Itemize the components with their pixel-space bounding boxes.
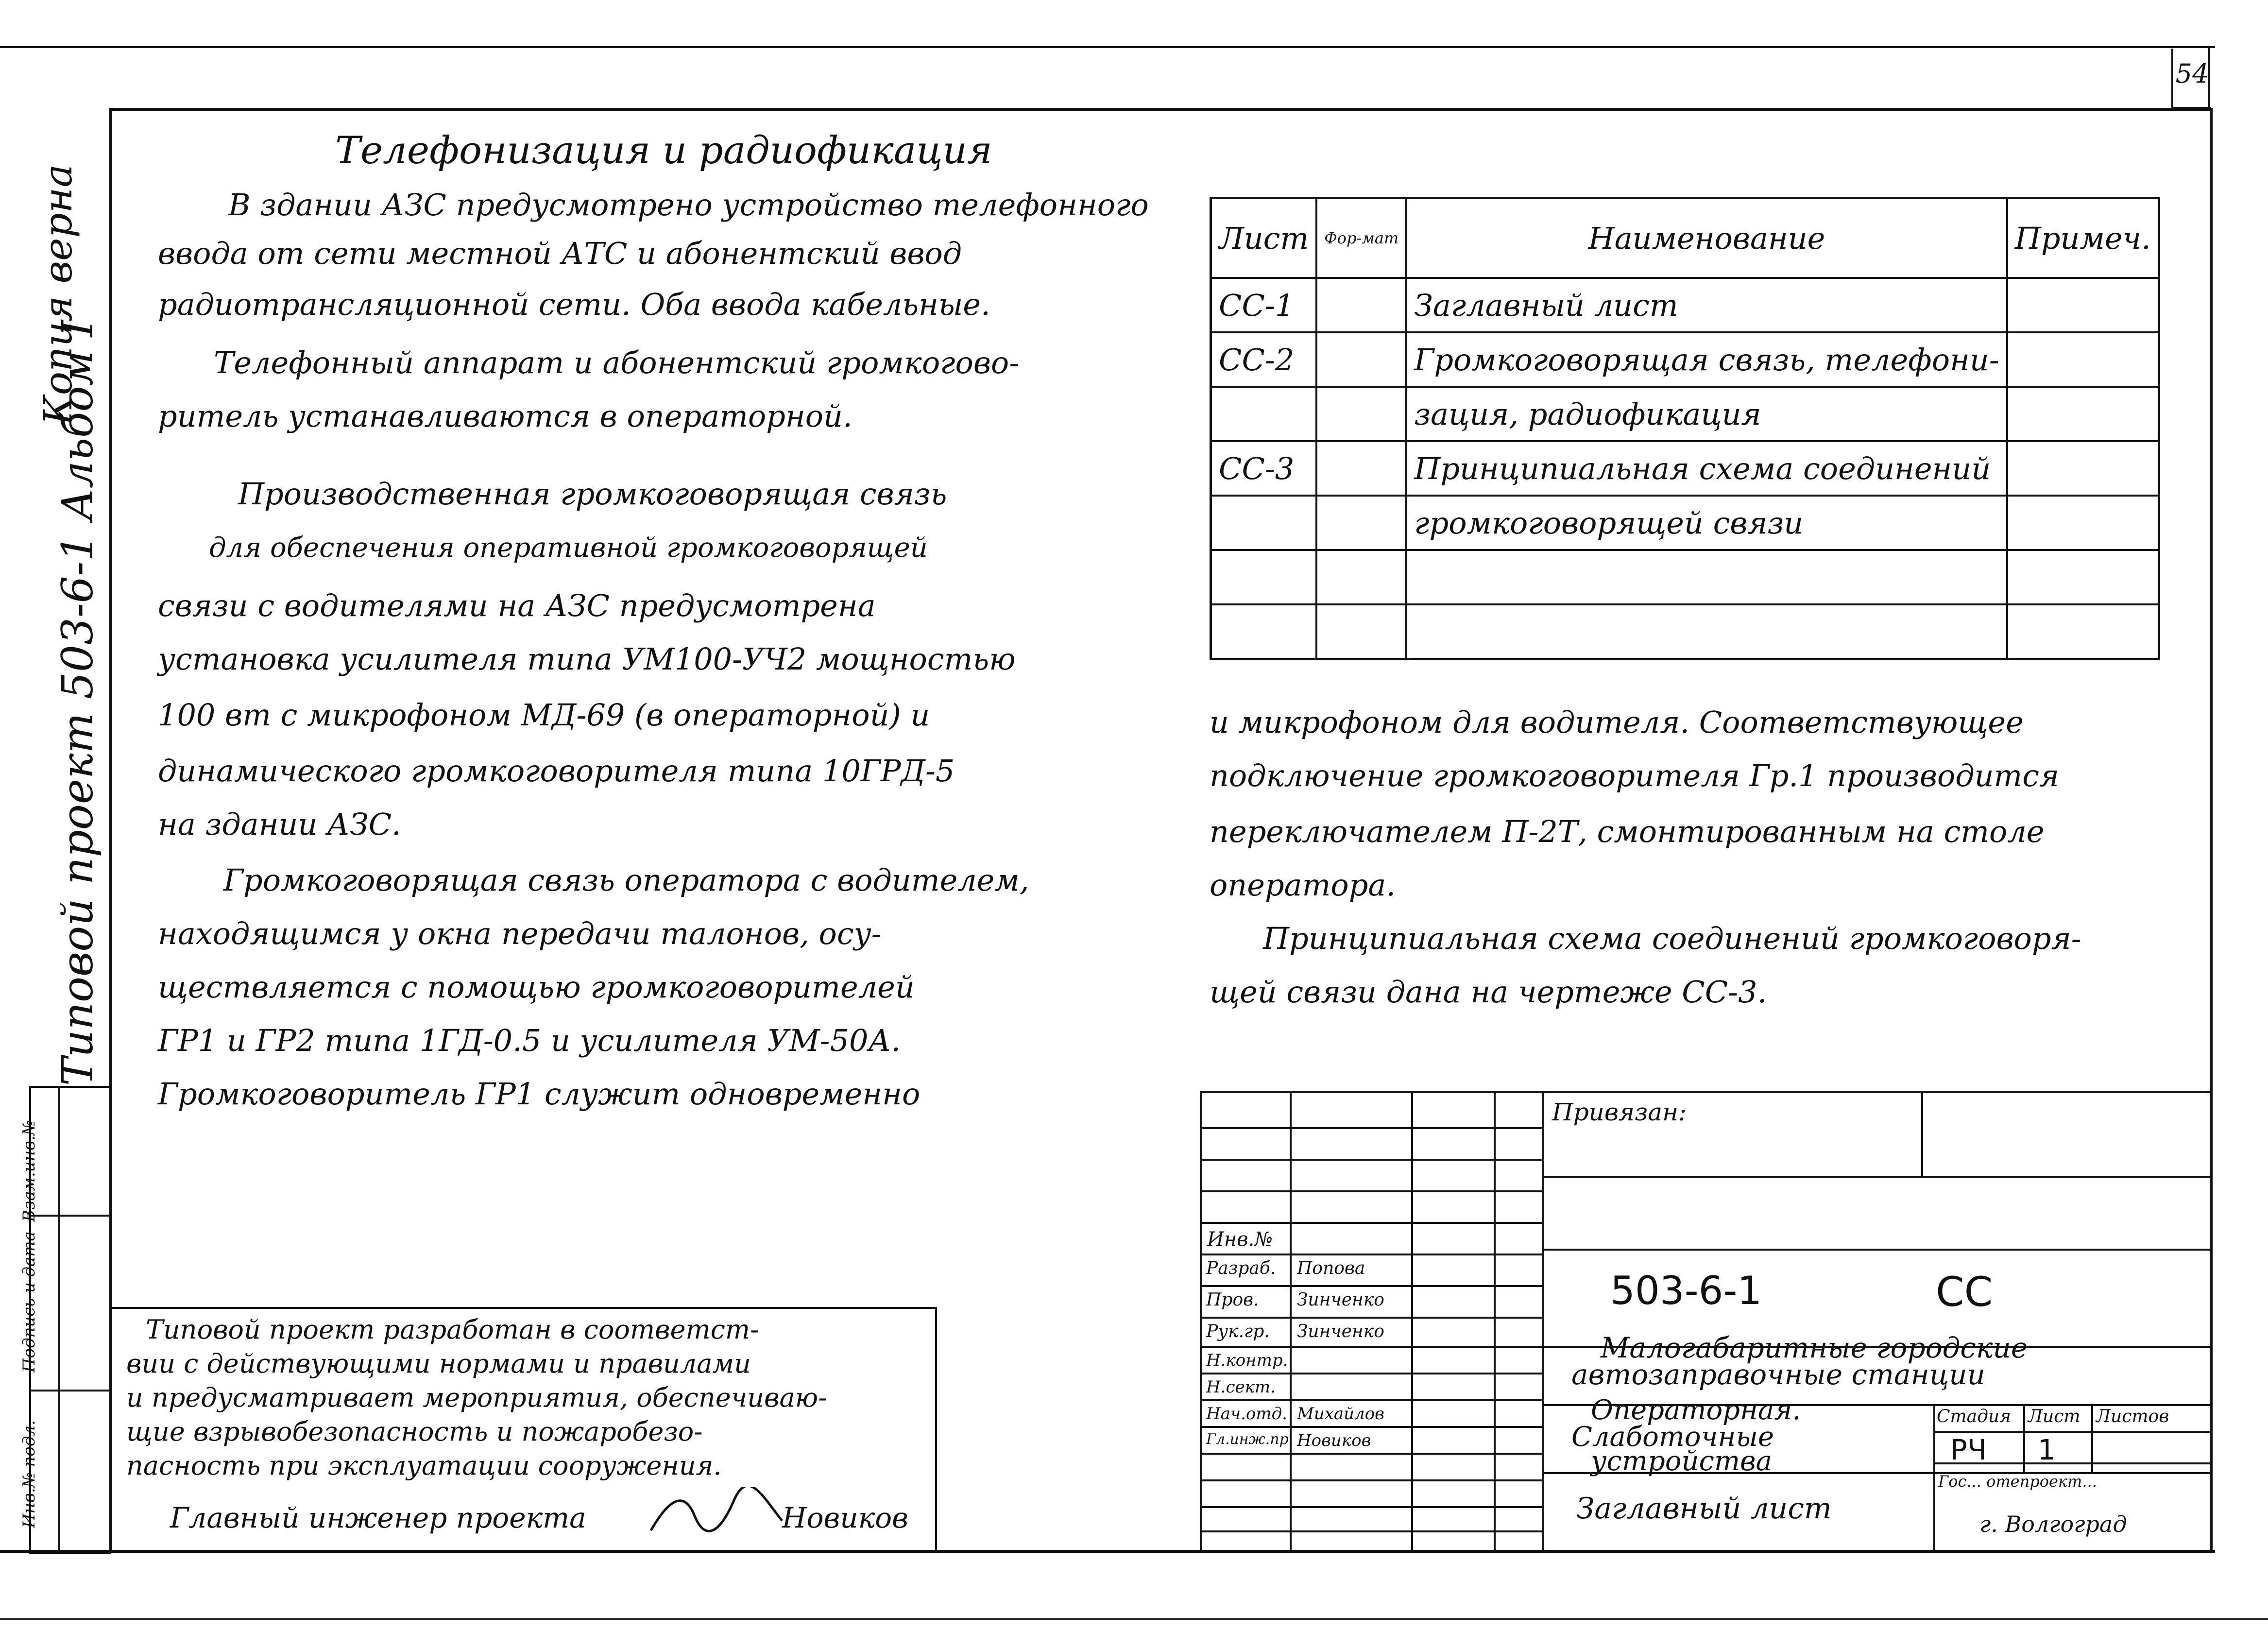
tb-vline <box>2023 1404 2025 1472</box>
text-line: связи с водителями на АЗС предусмотрена <box>158 588 876 623</box>
table-row <box>1211 278 2159 332</box>
row-sheet <box>1211 604 1317 659</box>
tb-vline <box>1494 1093 1496 1552</box>
copy-verified-stamp: Копия верна <box>35 164 81 425</box>
header-note: Примеч. <box>2007 198 2159 278</box>
note-line: пасность при эксплуатации сооружения. <box>126 1450 722 1481</box>
text-line: Телефонный аппарат и абонентский громкогово- <box>214 345 1020 380</box>
role-name: Михайлов <box>1297 1404 1384 1424</box>
frame-top-border <box>109 108 2213 111</box>
tb-hline <box>1202 1426 1542 1428</box>
text-line: В здании АЗС предусмотрено устройство телефонного <box>228 187 1149 223</box>
note-line: щие взрывобезопасность и пожаробезо- <box>126 1416 703 1447</box>
title-block <box>1200 1091 2213 1552</box>
text-line: ГР1 и ГР2 типа 1ГД-0.5 и усилителя УМ-50А. <box>158 1023 901 1058</box>
text-line: щей связи дана на чертеже СС-3. <box>1210 974 1767 1010</box>
contents-header-row <box>1211 198 2159 278</box>
stage-label: Стадия <box>1937 1407 2011 1426</box>
role-label: Н.контр. <box>1206 1351 1288 1370</box>
sheet-value: 1 <box>2038 1433 2056 1466</box>
table-row <box>1211 604 2159 659</box>
tb-vline <box>1290 1093 1292 1552</box>
sheet-number-box <box>2171 49 2211 109</box>
stage-value: РЧ <box>1950 1433 1987 1466</box>
inventory-strip-divider <box>58 1086 60 1550</box>
header-format: Фор-мат <box>1316 198 1406 278</box>
sheet-label: Лист <box>2028 1407 2080 1426</box>
org-city: г. Волгоград <box>1979 1511 2127 1537</box>
role-label: Рук.гр. <box>1206 1322 1270 1341</box>
row-format <box>1316 332 1406 387</box>
row-note <box>2007 278 2159 332</box>
tb-hline <box>1202 1479 1542 1481</box>
row-sheet <box>1211 550 1317 604</box>
tb-hline <box>1933 1431 2213 1433</box>
row-sheet: СС-3 <box>1211 441 1317 496</box>
row-sheet <box>1211 387 1317 441</box>
row-note <box>2007 387 2159 441</box>
table-row <box>1211 441 2159 496</box>
org-line: Гос... отепроект... <box>1938 1472 2097 1491</box>
chief-engineer-label: Главный инженер проекта <box>170 1501 586 1534</box>
text-line: ввода от сети местной АТС и абонентский ввод <box>158 236 962 271</box>
text-line: оператора. <box>1210 867 1396 903</box>
signature-mark <box>641 1487 787 1540</box>
bound-label: Привязан: <box>1552 1098 1687 1126</box>
row-note <box>2007 496 2159 550</box>
text-line: динамического громкоговорителя типа 10ГРД-5 <box>158 753 955 789</box>
role-name: Попова <box>1297 1258 1365 1278</box>
header-sheet: Лист <box>1211 198 1317 278</box>
sheet-number: 54 <box>2175 58 2209 89</box>
text-line: Громкоговорящая связь оператора с водителем, <box>223 862 1029 898</box>
row-format <box>1316 278 1406 332</box>
strip-field-replace-inv: Взам.инв.№ <box>19 1120 39 1222</box>
text-line: переключателем П-2Т, смонтированным на столе <box>1210 814 2045 849</box>
inventory-strip <box>29 1086 111 1554</box>
row-name <box>1406 550 2007 604</box>
role-label: Гл.инж.пр. <box>1206 1431 1294 1448</box>
text-line: подключение громкоговорителя Гр.1 производится <box>1210 758 2060 793</box>
tb-hline <box>1202 1399 1542 1401</box>
text-line: 100 вт с микрофоном МД-69 (в операторной) и <box>158 697 930 733</box>
note-line: и предусматривает мероприятия, обеспечиваю- <box>126 1382 827 1413</box>
row-sheet: СС-2 <box>1211 332 1317 387</box>
project-code: 503-6-1 <box>1610 1268 1762 1313</box>
project-title-line: автозаправочные станции <box>1571 1358 1985 1391</box>
row-format <box>1316 604 1406 659</box>
strip-field-signature-date: Подпись и дата <box>19 1231 39 1373</box>
tb-hline <box>1202 1159 1542 1161</box>
row-name: Громкоговорящая связь, телефони- <box>1406 332 2007 387</box>
tb-vline <box>1542 1093 1544 1552</box>
row-note <box>2007 550 2159 604</box>
inventory-strip-row-line <box>29 1390 109 1391</box>
tb-vline <box>1921 1093 1923 1176</box>
row-format <box>1316 496 1406 550</box>
table-row <box>1211 387 2159 441</box>
table-row <box>1211 332 2159 387</box>
text-line: ществляется с помощью громкоговорителей <box>158 969 915 1005</box>
role-label: Нач.отд. <box>1206 1404 1287 1424</box>
subsection-title: Производственная громкоговорящая связь <box>238 476 947 512</box>
tb-hline <box>1202 1530 1542 1532</box>
tb-vline <box>2091 1404 2093 1472</box>
tb-hline <box>1202 1506 1542 1508</box>
text-line: и микрофоном для водителя. Соответствующее <box>1210 704 2024 740</box>
row-note <box>2007 604 2159 659</box>
role-label: Пров. <box>1206 1290 1259 1310</box>
tb-hline <box>1542 1249 2213 1251</box>
strip-field-inv-original: Инв.№ подл. <box>19 1420 39 1528</box>
row-format <box>1316 550 1406 604</box>
role-name: Зинченко <box>1297 1322 1384 1341</box>
text-line: для обеспечения оперативной громкоговорящей <box>209 532 928 564</box>
row-name: Принципиальная схема соединений <box>1406 441 2007 496</box>
text-line: Громкоговоритель ГР1 служит одновременно <box>158 1076 921 1112</box>
text-line: радиотрансляционной сети. Оба ввода кабельные. <box>158 287 990 322</box>
tb-hline <box>1202 1317 1542 1319</box>
contents-table <box>1210 197 2160 660</box>
chief-engineer-name: Новиков <box>782 1501 908 1534</box>
role-label: Н.сект. <box>1206 1377 1276 1397</box>
row-name <box>1406 604 2007 659</box>
tb-hline <box>1202 1222 1542 1224</box>
row-format <box>1316 441 1406 496</box>
tb-vline <box>1411 1093 1413 1552</box>
tb-hline <box>1202 1285 1542 1287</box>
project-title-line: Малогабаритные городские <box>1601 1331 2028 1364</box>
inv-label: Инв.№ <box>1207 1228 1273 1251</box>
tb-hline <box>1202 1254 1542 1255</box>
text-line: установка усилителя типа УМ100-УЧ2 мощностью <box>158 641 1016 677</box>
object-line: Слаботочные <box>1571 1421 1774 1453</box>
row-note <box>2007 332 2159 387</box>
tb-hline <box>1202 1373 1542 1374</box>
text-line: на здании АЗС. <box>158 807 401 842</box>
tb-hline <box>1542 1176 2213 1178</box>
row-sheet <box>1211 496 1317 550</box>
text-line: находящимся у окна передачи талонов, осу- <box>158 916 882 951</box>
row-format <box>1316 387 1406 441</box>
sheets-label: Листов <box>2096 1407 2169 1426</box>
row-name: зация, радиофикация <box>1406 387 2007 441</box>
row-name: громкоговорящей связи <box>1406 496 2007 550</box>
row-name: Заглавный лист <box>1406 278 2007 332</box>
object-line: устройства <box>1591 1445 1773 1477</box>
page-bottom-edge <box>0 1618 2268 1620</box>
object-line: Операторная. <box>1591 1394 1801 1426</box>
text-line: ритель устанавливаются в операторной. <box>158 398 853 434</box>
role-label: Разраб. <box>1206 1258 1276 1278</box>
tb-vline <box>1933 1404 1935 1552</box>
tb-hline <box>1202 1127 1542 1129</box>
tb-hline <box>1202 1453 1542 1455</box>
drawing-mark: СС <box>1936 1268 1993 1316</box>
tb-hline <box>1202 1190 1542 1192</box>
text-line: Принципиальная схема соединений громкоговоря- <box>1263 921 2081 956</box>
role-name: Новиков <box>1297 1431 1371 1450</box>
side-project-line: Типовой проект 503-6-1 Альбом I <box>52 320 102 1086</box>
section-title: Телефонизация и радиофикация <box>335 129 992 172</box>
tb-hline <box>1202 1346 1542 1348</box>
page-top-edge <box>0 46 2215 48</box>
table-row <box>1211 496 2159 550</box>
note-line: вии с действующими нормами и правилами <box>126 1348 751 1379</box>
table-row <box>1211 550 2159 604</box>
header-name: Наименование <box>1406 198 2007 278</box>
note-line: Типовой проект разработан в соответст- <box>146 1314 759 1345</box>
row-note <box>2007 441 2159 496</box>
role-name: Зинченко <box>1297 1290 1384 1310</box>
sheet-title: Заглавный лист <box>1576 1492 1832 1526</box>
row-sheet: СС-1 <box>1211 278 1317 332</box>
